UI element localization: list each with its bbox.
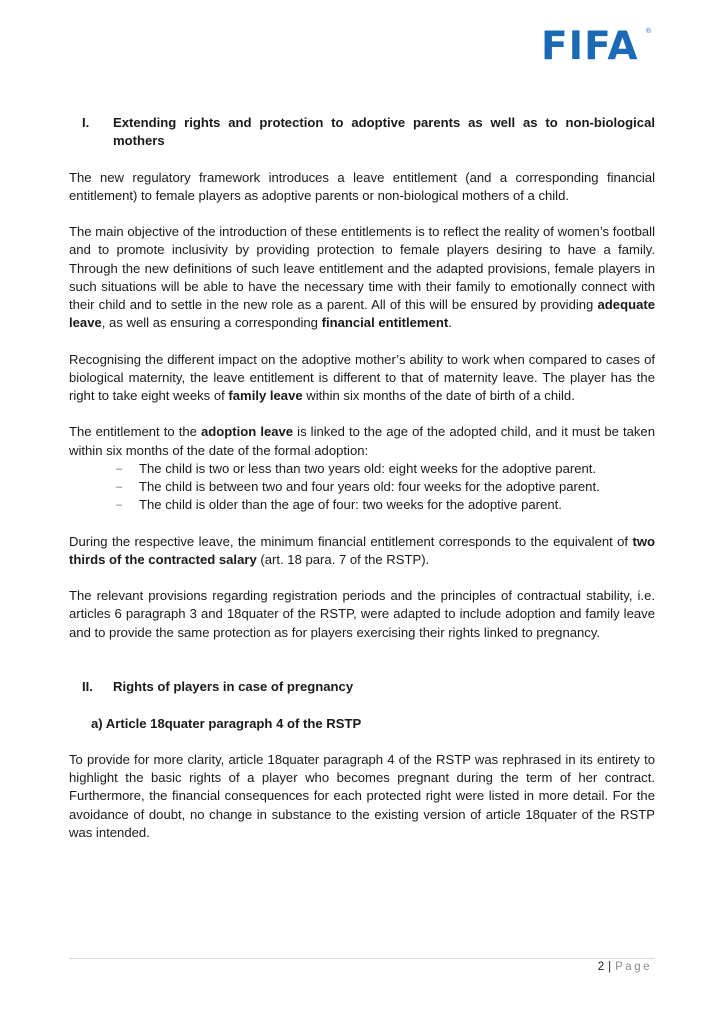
paragraph: During the respective leave, the minimum financial entitlement corresponds to the equivalent of two thirds of the contracted salary (art. 18 para. 7 of the RSTP). [69, 533, 655, 567]
section-1-heading [69, 114, 655, 150]
section-2-title: Rights of players in case of pregnancy [113, 679, 354, 695]
document-body [69, 114, 655, 842]
page-number: 2 [597, 961, 605, 973]
emphasis: family leave [228, 388, 303, 403]
section-1-number: I. [82, 115, 90, 130]
paragraph: The relevant provisions regarding registration periods and the principles of contractual stability, i.e. articles 6 paragraph 3 and 18quater of the RSTP, were adapted to include adoption and family leave and to provide the same protection as for players exercising their rights linked to pregnancy. [69, 588, 655, 640]
emphasis: adequate leave [69, 297, 655, 331]
paragraph: Recognising the different impact on the adoptive mother’s ability to work when compared to cases of biological maternity, the leave entitlement is different to that of maternity leave. The player has the right to take eight weeks of family leave within six months of the date of birth of a child. [69, 351, 655, 403]
paragraph: To provide for more clarity, article 18quater paragraph 4 of the RSTP was rephrased in its entirety to highlight the basic rights of a player who becomes pregnant during the term of her contract. Furthermore, the financial consequences for each protected right were listed in more detail. For the avoidance of doubt, no change in substance to the existing version of article 18quater of the RSTP was intended. [69, 751, 655, 840]
paragraph: The new regulatory framework introduces a leave entitlement (and a corresponding financial entitlement) to female players as adoptive parents or non-biological mothers of a child. [69, 169, 655, 203]
fifa-logo [541, 24, 651, 69]
page-label: Page [615, 961, 652, 973]
paragraph: The entitlement to the adoption leave is linked to the age of the adopted child, and it must be taken within six months of the date of the formal adoption: [69, 424, 655, 458]
footer-divider [69, 958, 655, 959]
paragraph: The main objective of the introduction of these entitlements is to reflect the reality of women’s football and to promote inclusivity by providing protection to female players desiring to have a family. Through the new definitions of such leave entitlement and the adapted provisions, female players in such situations will be able to have the necessary time with their family to emotionally connect with their child and to settle in the new role as a parent. All of this will be ensured by providing adequate leave, as well as ensuring a corresponding financial entitlement. [69, 224, 655, 331]
list-item: – The child is older than the age of four: two weeks for the adoptive parent. [116, 496, 655, 514]
page-footer [598, 961, 652, 973]
list-item: – The child is two or less than two years old: eight weeks for the adoptive parent. [116, 460, 655, 478]
subsection-heading: a) Article 18quater paragraph 4 of the RSTP [91, 715, 362, 731]
logo-text: FIFA [541, 24, 639, 69]
list-item: – The child is between two and four years old: four weeks for the adoptive parent. [116, 478, 655, 496]
emphasis: two thirds of the contracted salary [69, 533, 655, 567]
section-1-title: Extending rights and protection to adoptive parents as well as to non-biological mothers [113, 115, 655, 149]
adoption-leave-list [69, 460, 655, 515]
emphasis: financial entitlement [321, 315, 449, 331]
emphasis: adoption leave [200, 424, 294, 440]
section-2-heading [69, 678, 655, 696]
section-2-number: II. [82, 679, 93, 695]
registered-mark: ® [645, 28, 651, 35]
footer-separator: | [608, 961, 612, 973]
